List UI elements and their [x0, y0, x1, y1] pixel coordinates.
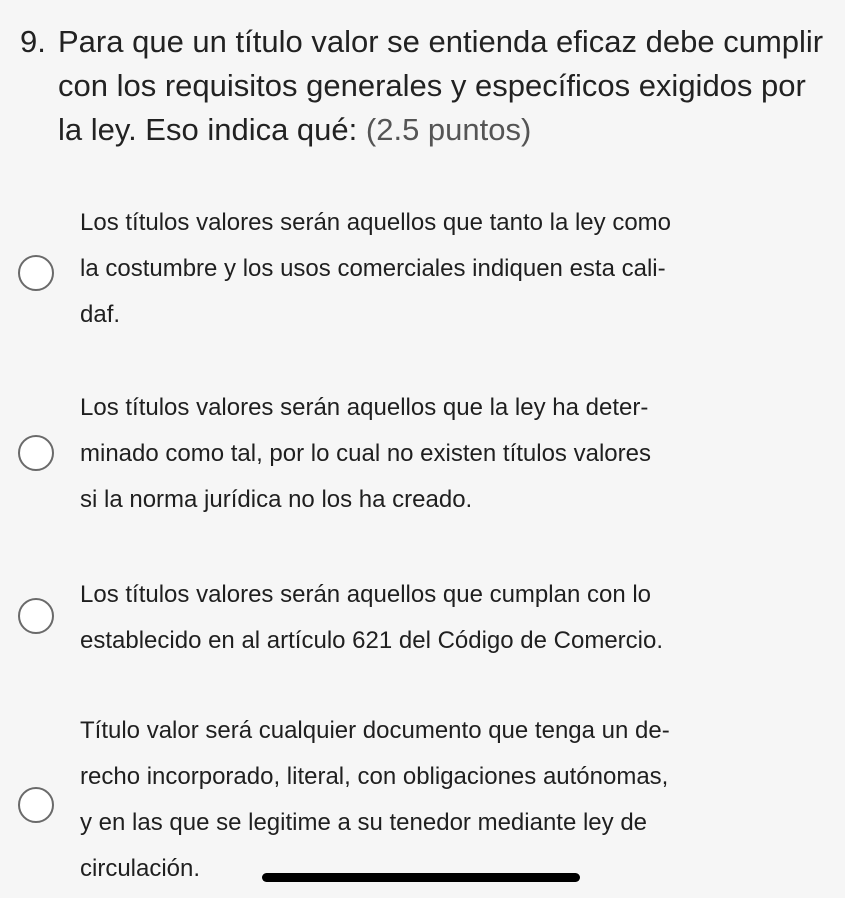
question — [20, 20, 830, 152]
question-number: 9. — [20, 24, 46, 59]
radio-button-option-1[interactable] — [18, 255, 54, 291]
question-prompt: Para que un título valor se entienda eficaz debe cumplir con los requisitos generales y específicos exigidos por la ley. Eso indica qué: — [58, 24, 824, 147]
home-indicator — [262, 873, 580, 882]
answer-option-4-text: Título valor será cualquier documento que tenga un de- recho incorporado, literal, con obligaciones autónomas, y en las que se legitime a su tenedor mediante ley de circulación. — [80, 717, 670, 882]
radio-button-option-2[interactable] — [18, 435, 54, 471]
radio-button-option-3[interactable] — [18, 598, 54, 634]
question-text — [20, 20, 830, 152]
question-points: (2.5 puntos) — [365, 112, 532, 147]
answer-option-3-text: Los títulos valores serán aquellos que cumplan con lo establecido en al artículo 621 del Código de Comercio. — [80, 581, 664, 654]
answer-option-1-text: Los títulos valores serán aquellos que tanto la ley como la costumbre y los usos comerciales indiquen esta cali- daf. — [80, 209, 672, 328]
answer-option-2-text: Los títulos valores serán aquellos que la ley ha deter- minado como tal, por lo cual no existen títulos valores si la norma jurídica no los ha creado. — [80, 394, 651, 513]
radio-button-option-4[interactable] — [18, 787, 54, 823]
